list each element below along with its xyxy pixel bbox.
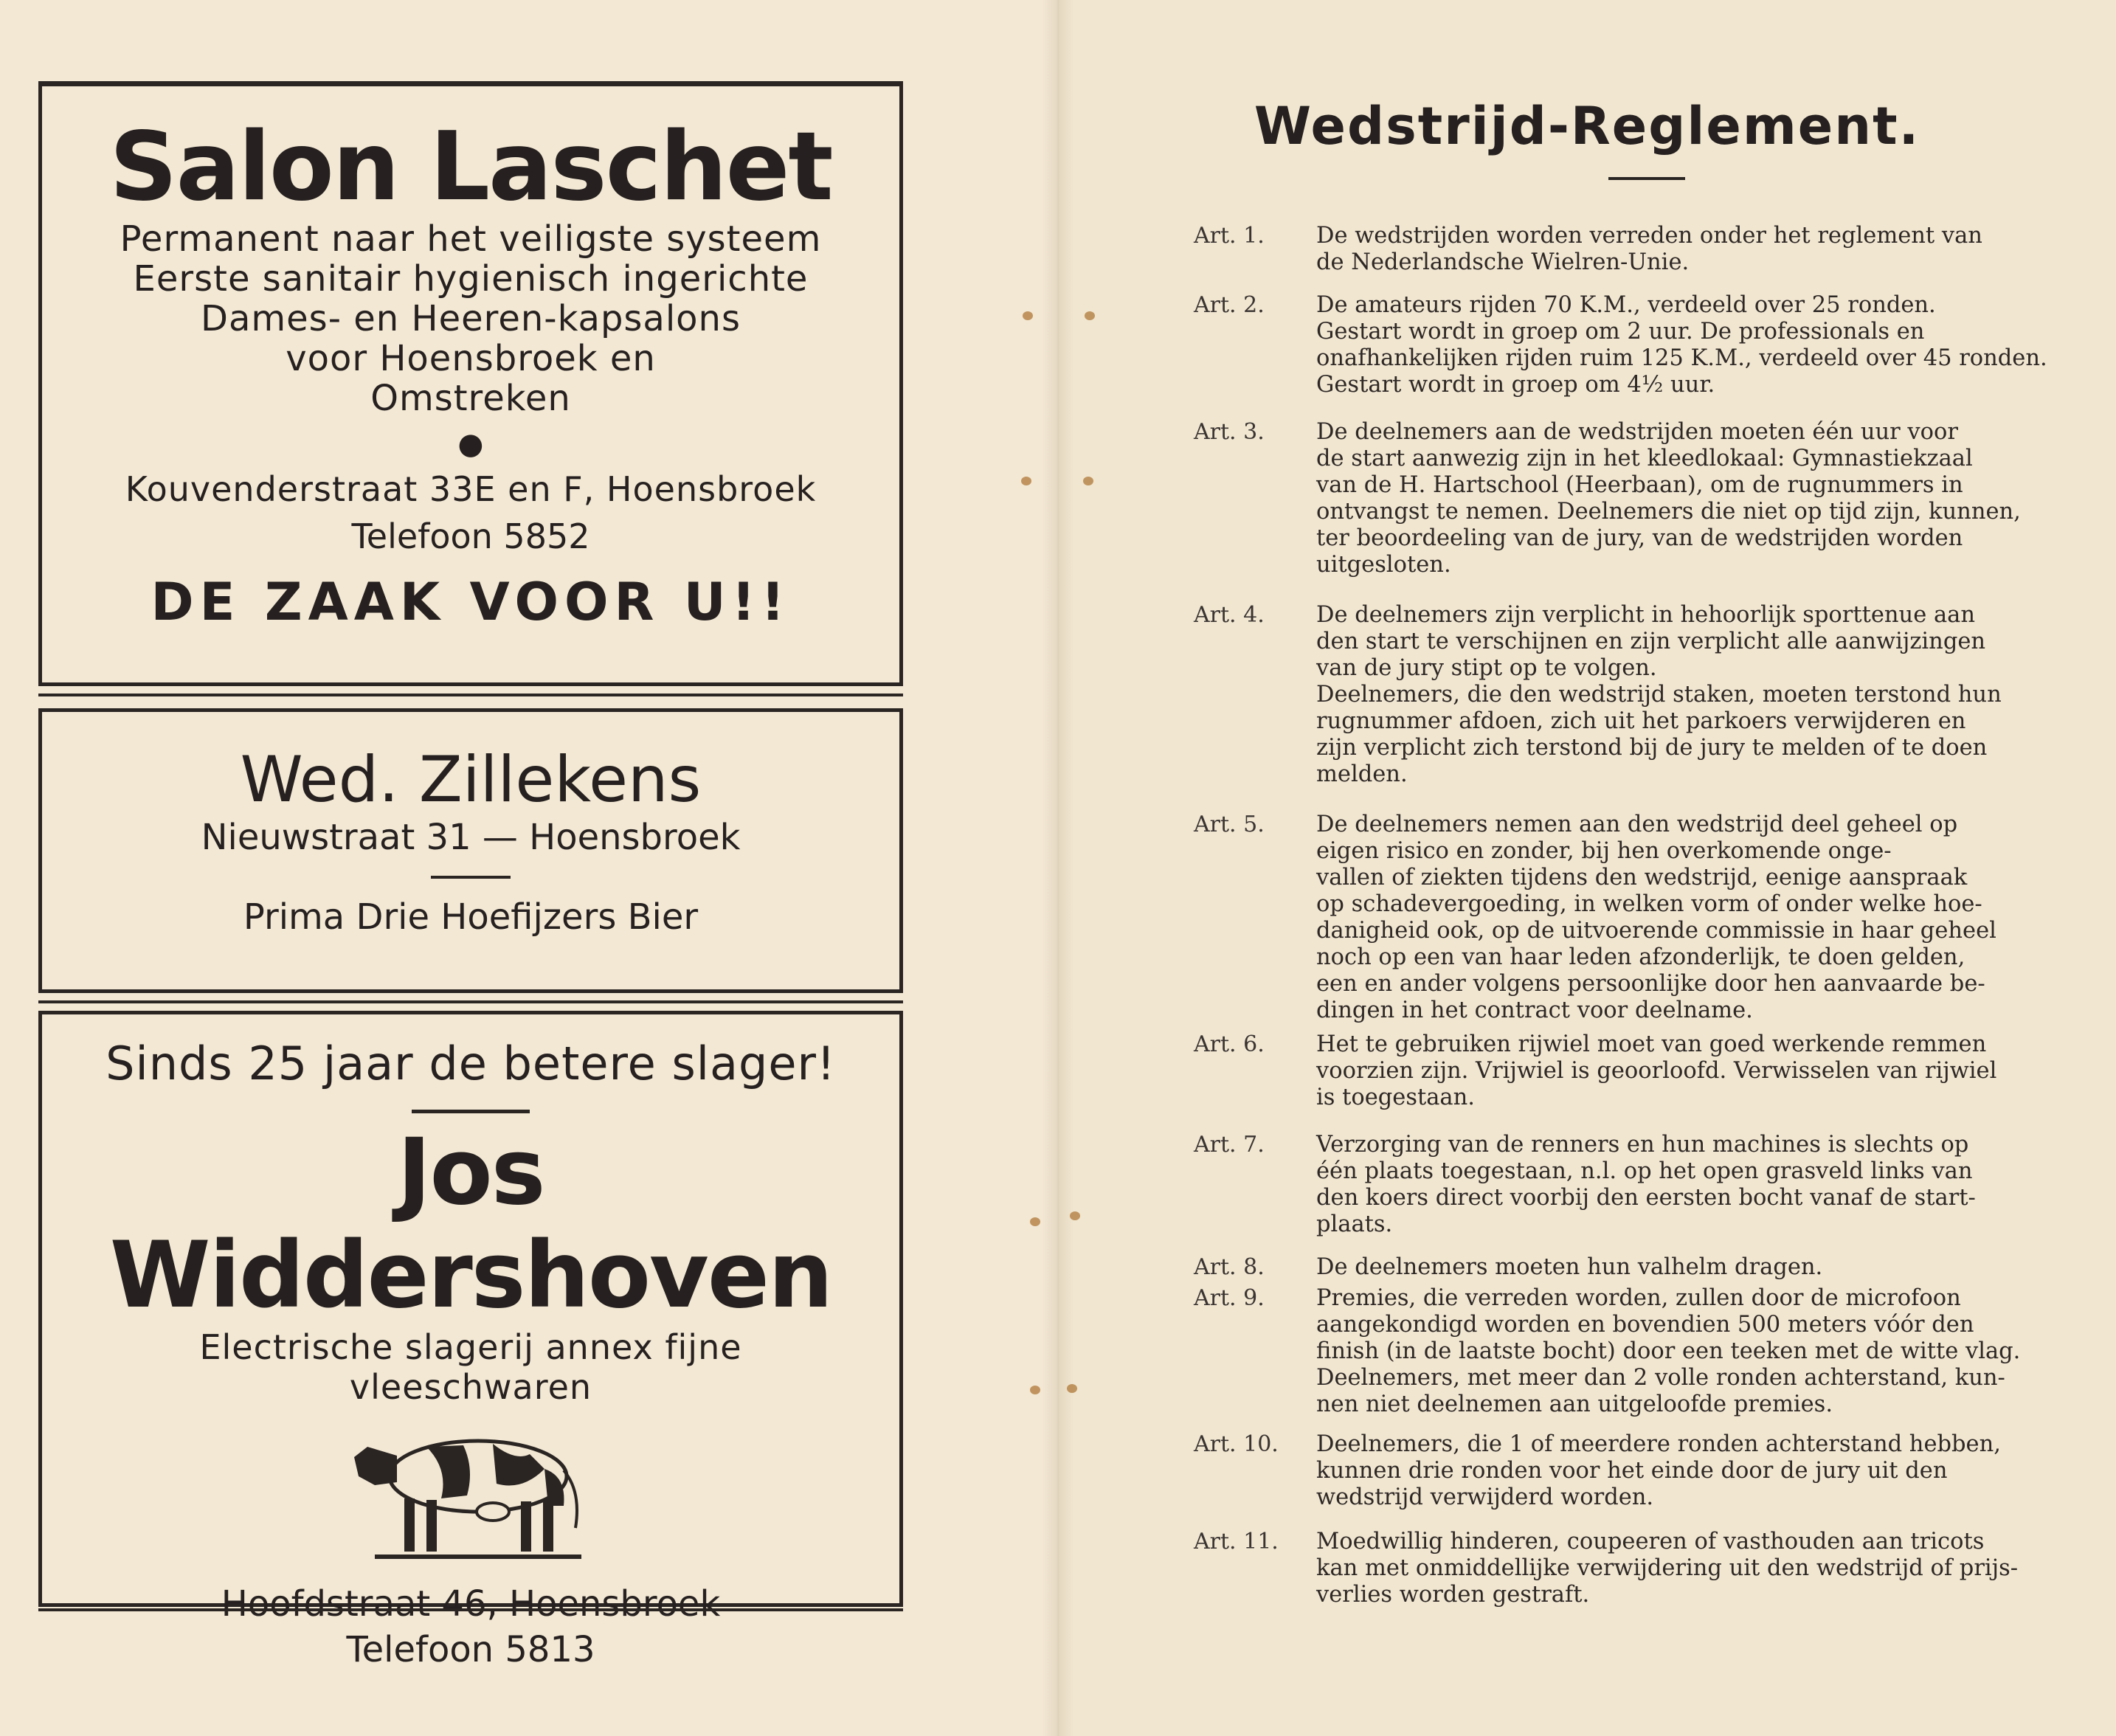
article-line: Deelnemers, die den wedstrijd staken, moeten terstond hun [1316, 682, 2002, 708]
article [1194, 1132, 2079, 1238]
staple-hole [1083, 477, 1093, 485]
article-line: Gestart wordt in groep om 2 uur. De professionals en [1316, 319, 1925, 345]
staple-hole [1070, 1211, 1080, 1220]
ad-zillekens [38, 708, 903, 993]
salon-title: Salon Laschet [109, 112, 832, 222]
bullet-dot: ● [457, 427, 484, 461]
article-line: van de jury stipt op te volgen. [1316, 655, 1657, 681]
article-number: Art. 10. [1194, 1431, 1279, 1457]
article-line: zijn verplicht zich terstond bij de jury te melden of te doen [1316, 735, 1988, 761]
article-text [1316, 602, 2079, 788]
article-text [1316, 292, 2079, 398]
article-line: rugnummer afdoen, zich uit het parkoers verwijderen en [1316, 708, 1966, 734]
article [1194, 602, 2079, 788]
article-line: nen niet deelnemen aan uitgeloofde premies. [1316, 1391, 1833, 1417]
salon-line: Dames- en Heeren-kapsalons [201, 298, 741, 339]
reglement-title: Wedstrijd-Reglement. [1254, 96, 1920, 156]
zillekens-title: Wed. Zillekens [240, 743, 702, 817]
article-text [1316, 812, 2079, 1024]
ad-divider [38, 694, 903, 696]
article-line: De deelnemers zijn verplicht in hehoorlijk sporttenue aan [1316, 602, 1975, 628]
article-line: voorzien zijn. Vrijwiel is geoorloofd. Verwisselen van rijwiel [1316, 1058, 1997, 1084]
article-line: Moedwillig hinderen, coupeeren of vasthouden aan tricots [1316, 1529, 1985, 1555]
article-line: Premies, die verreden worden, zullen door de microfoon [1316, 1285, 1961, 1311]
article-number: Art. 4. [1194, 602, 1265, 628]
article-text [1316, 1285, 2079, 1418]
article-line: Deelnemers, met meer dan 2 volle ronden achterstand, kun- [1316, 1365, 2005, 1391]
salon-line: voor Hoensbroek en [286, 338, 656, 379]
article-number: Art. 3. [1194, 419, 1265, 445]
article-number: Art. 6. [1194, 1031, 1265, 1057]
article [1194, 1254, 2079, 1281]
cow-illustration [345, 1425, 596, 1572]
article-text [1316, 1254, 2079, 1281]
salon-line: Omstreken [370, 378, 571, 419]
article-line: de Nederlandsche Wielren-Unie. [1316, 249, 1690, 275]
article-line: finish (in de laatste bocht) door een teeken met de witte vlag. [1316, 1338, 2021, 1364]
article-text [1316, 223, 2079, 276]
article-number: Art. 11. [1194, 1529, 1279, 1555]
article-number: Art. 1. [1194, 223, 1265, 249]
widdershoven-phone: Telefoon 5813 [346, 1629, 595, 1670]
article-line: noch op een van haar leden afzonderlijk, te doen gelden, [1316, 944, 1965, 970]
article-line: dingen in het contract voor deelname. [1316, 997, 1753, 1023]
salon-address: Kouvenderstraat 33E en F, Hoensbroek [125, 469, 817, 509]
article-line: één plaats toegestaan, n.l. op het open grasveld links van [1316, 1158, 1973, 1184]
salon-line: Permanent naar het veiligste systeem [120, 218, 822, 260]
center-fold [1042, 0, 1074, 1736]
article-number: Art. 9. [1194, 1285, 1265, 1311]
slager-tagline: Sinds 25 jaar de betere slager! [106, 1037, 836, 1090]
article-line: Het te gebruiken rijwiel moet van goed werkende remmen [1316, 1031, 1987, 1057]
article-line: De deelnemers aan de wedstrijden moeten één uur voor [1316, 419, 1958, 445]
article [1194, 223, 2079, 276]
widdershoven-sub: vleeschwaren [349, 1367, 592, 1407]
article-line: van de H. Hartschool (Heerbaan), om de rugnummers in [1316, 472, 1963, 498]
article-line: onafhankelijken rijden ruim 125 K.M., verdeeld over 45 ronden. [1316, 345, 2047, 371]
article-line: De deelnemers moeten hun valhelm dragen. [1316, 1254, 1823, 1280]
staple-hole [1030, 1386, 1040, 1394]
article-line: den koers direct voorbij den eersten bocht vanaf de start- [1316, 1185, 1976, 1211]
article [1194, 812, 2079, 1024]
staple-hole [1085, 311, 1095, 320]
article [1194, 1285, 2079, 1418]
ad-divider [38, 1000, 903, 1003]
article-line: wedstrijd verwijderd worden. [1316, 1484, 1654, 1510]
article-line: de start aanwezig zijn in het kleedlokaal: Gymnastiekzaal [1316, 446, 1973, 471]
article-line: uitgesloten. [1316, 552, 1451, 578]
article [1194, 419, 2079, 578]
zillekens-beer: Prima Drie Hoefijzers Bier [243, 896, 699, 938]
article-line: aangekondigd worden en bovendien 500 meters vóór den [1316, 1312, 1974, 1338]
article-line: op schadevergoeding, in welken vorm of onder welke hoe- [1316, 891, 1982, 917]
article-line: is toegestaan. [1316, 1085, 1475, 1110]
article [1194, 1431, 2079, 1511]
article-line: een en ander volgens persoonlijke door hen aanvaarde be- [1316, 971, 1985, 997]
article-line: kunnen drie ronden voor het einde door de jury uit den [1316, 1458, 1948, 1484]
article-line: verlies worden gestraft. [1316, 1582, 1590, 1608]
article-line: Gestart wordt in groep om 4½ uur. [1316, 372, 1715, 398]
staple-hole [1021, 477, 1031, 485]
salon-line: Eerste sanitair hygienisch ingerichte [133, 258, 809, 300]
zillekens-address: Nieuwstraat 31 — Hoensbroek [201, 817, 741, 858]
article-line: vallen of ziekten tijdens den wedstrijd, eenige aanspraak [1316, 865, 1968, 891]
article-line: ter beoordeeling van de jury, van de wedstrijden worden [1316, 525, 1963, 551]
article-line: melden. [1316, 761, 1408, 787]
article-line: De deelnemers nemen aan den wedstrijd deel geheel op [1316, 812, 1958, 837]
ad-widdershoven [38, 1011, 903, 1670]
article-line: Verzorging van de renners en hun machines is slechts op [1316, 1132, 1969, 1158]
article [1194, 1529, 2079, 1608]
widdershoven-title: Jos Widdershoven [109, 1119, 832, 1329]
widdershoven-sub: Electrische slagerij annex fijne [199, 1327, 742, 1367]
article [1194, 1031, 2079, 1111]
staple-hole [1030, 1217, 1040, 1226]
article-line: den start te verschijnen en zijn verplicht alle aanwijzingen [1316, 629, 1986, 654]
article-line: De amateurs rijden 70 K.M., verdeeld over 25 ronden. [1316, 292, 1936, 318]
zillekens-rule [431, 876, 511, 879]
slager-rule [412, 1110, 530, 1113]
staple-hole [1023, 311, 1033, 320]
article-text [1316, 1529, 2079, 1608]
article-number: Art. 8. [1194, 1254, 1265, 1280]
staple-hole [1067, 1384, 1077, 1393]
article-line: kan met onmiddellijke verwijdering uit den wedstrijd of prijs- [1316, 1555, 2019, 1581]
ad-salon-laschet [38, 83, 903, 686]
article-number: Art. 5. [1194, 812, 1265, 837]
ad-bottom-rule [38, 1608, 903, 1611]
article-line: Deelnemers, die 1 of meerdere ronden achterstand hebben, [1316, 1431, 2001, 1457]
article-text [1316, 1031, 2079, 1111]
article-line: eigen risico en zonder, bij hen overkomende onge- [1316, 838, 1892, 864]
article-line: ontvangst te nemen. Deelnemers die niet op tijd zijn, kunnen, [1316, 499, 2021, 525]
salon-phone: Telefoon 5852 [351, 516, 590, 556]
salon-slogan: DE ZAAK VOOR U!! [151, 572, 791, 632]
article-line: De wedstrijden worden verreden onder het reglement van [1316, 223, 1982, 249]
article-line: plaats. [1316, 1211, 1393, 1237]
article [1194, 292, 2079, 398]
reglement-title-rule [1608, 177, 1685, 180]
article-number: Art. 2. [1194, 292, 1265, 318]
article-text [1316, 419, 2079, 578]
article-text [1316, 1132, 2079, 1238]
article-text [1316, 1431, 2079, 1511]
widdershoven-address: Hoofdstraat 46, Hoensbroek [221, 1583, 721, 1625]
article-number: Art. 7. [1194, 1132, 1265, 1158]
article-line: danigheid ook, op de uitvoerende commissie in haar geheel [1316, 918, 1996, 944]
